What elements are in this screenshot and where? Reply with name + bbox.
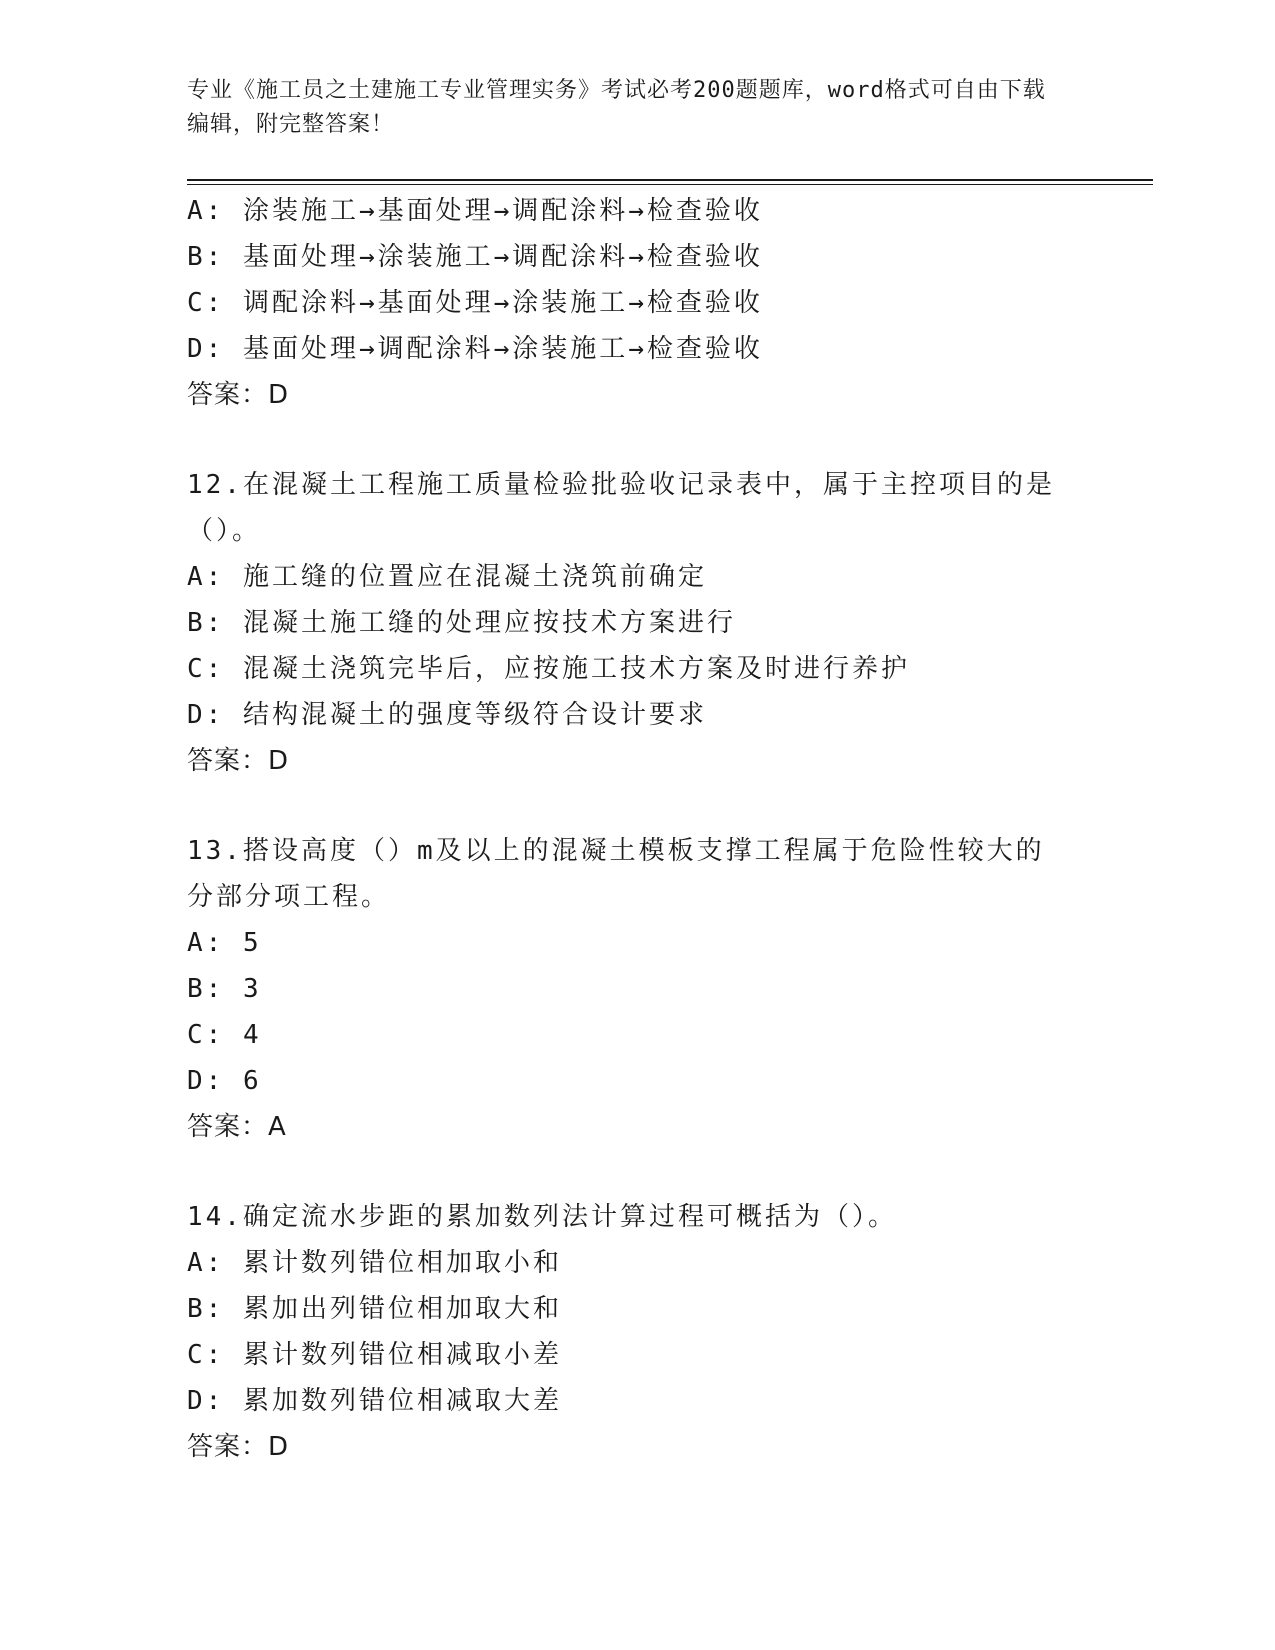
question-11	[187, 188, 1087, 418]
option-b: B: 累加出列错位相加取大和	[187, 1294, 562, 1324]
question-text: 14.确定流水步距的累加数列法计算过程可概括为（）。	[187, 1202, 897, 1232]
option-b: B: 基面处理→涂装施工→调配涂料→检查验收	[187, 242, 763, 272]
option-d: D: 累加数列错位相减取大差	[187, 1386, 562, 1416]
option-c: C: 累计数列错位相减取小差	[187, 1340, 562, 1370]
document-header: 专业《施工员之土建施工专业管理实务》考试必考200题题库，word格式可自由下载编辑，附完整答案！	[187, 78, 1046, 137]
option-a: A: 5	[187, 928, 262, 958]
question-list	[187, 188, 1087, 1470]
option-d: D: 基面处理→调配涂料→涂装施工→检查验收	[187, 334, 763, 364]
option-c: C: 混凝土浇筑完毕后，应按施工技术方案及时进行养护	[187, 654, 910, 684]
option-b: B: 混凝土施工缝的处理应按技术方案进行	[187, 608, 736, 638]
question-text: 13.搭设高度（）m及以上的混凝土模板支撑工程属于危险性较大的分部分项工程。	[187, 836, 1045, 912]
answer: 答案：D	[187, 380, 290, 410]
question-13	[187, 828, 1087, 1150]
answer: 答案：A	[187, 1112, 287, 1142]
option-d: D: 结构混凝土的强度等级符合设计要求	[187, 700, 707, 730]
answer: 答案：D	[187, 746, 290, 776]
question-14	[187, 1194, 1087, 1470]
header-divider-thick	[187, 179, 1153, 181]
question-12	[187, 462, 1087, 784]
option-b: B: 3	[187, 974, 262, 1004]
question-text: 12.在混凝土工程施工质量检验批验收记录表中，属于主控项目的是（）。	[187, 470, 1055, 546]
header-divider-thin	[187, 184, 1153, 185]
option-a: A: 累计数列错位相加取小和	[187, 1248, 562, 1278]
answer: 答案：D	[187, 1432, 290, 1462]
option-c: C: 调配涂料→基面处理→涂装施工→检查验收	[187, 288, 763, 318]
option-a: A: 涂装施工→基面处理→调配涂料→检查验收	[187, 196, 763, 226]
option-d: D: 6	[187, 1066, 262, 1096]
option-a: A: 施工缝的位置应在混凝土浇筑前确定	[187, 562, 707, 592]
option-c: C: 4	[187, 1020, 262, 1050]
